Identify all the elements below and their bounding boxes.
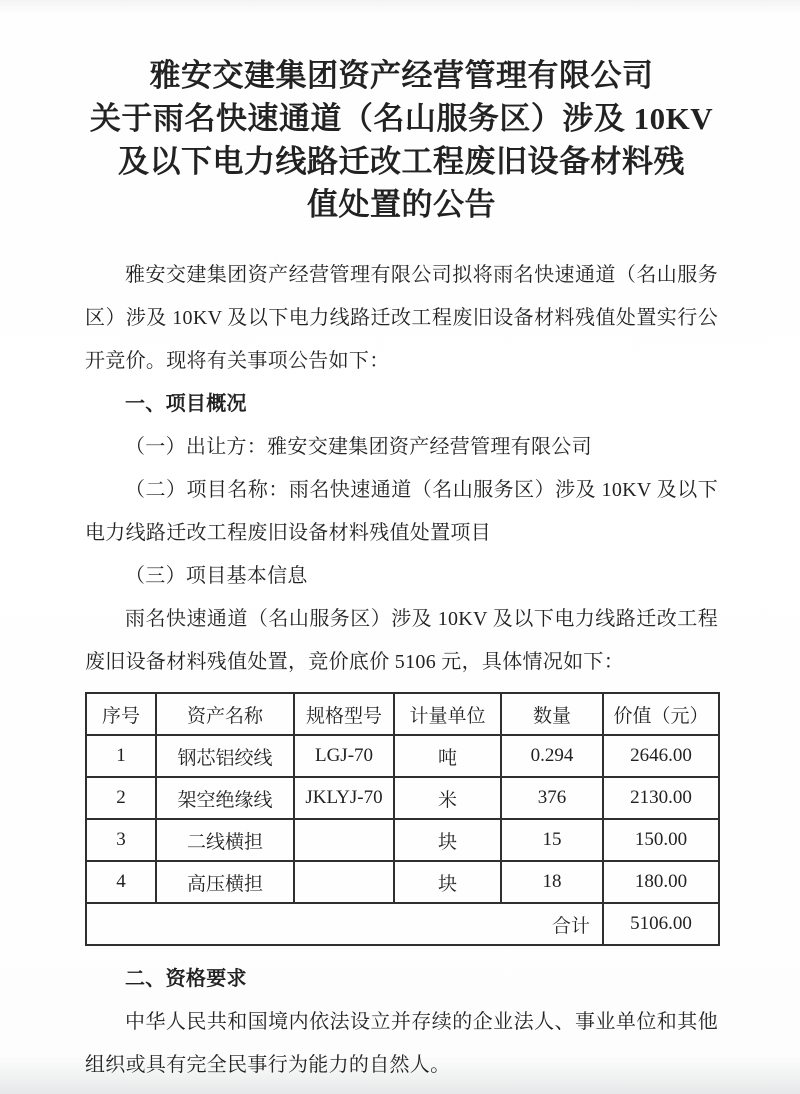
table-cell: 150.00 [603, 819, 719, 861]
overview-item-transferor: （一）出让方：雅安交建集团资产经营管理有限公司 [125, 436, 592, 458]
overview-item-basic-info: （三）项目基本信息 [125, 565, 308, 587]
table-total-label: 合计 [86, 903, 603, 945]
table-header-cell: 序号 [86, 693, 156, 735]
table-cell: LGJ-70 [294, 735, 394, 777]
table-row [86, 819, 719, 861]
table-cell: 钢芯铝绞线 [156, 735, 294, 777]
table-cell: 2130.00 [603, 777, 719, 819]
table-header-cell: 数量 [501, 693, 603, 735]
table-cell: 米 [394, 777, 501, 819]
qualification-paragraph: 中华人民共和国境内依法设立并存续的企业法人、事业单位和其他组织或具有完全民事行为能力的自然人。 [85, 1011, 718, 1076]
table-cell: 高压横担 [156, 861, 294, 903]
title-line-4: 值处置的公告 [307, 187, 496, 222]
section-qualification-heading: 二、资格要求 [125, 968, 247, 990]
table-cell: 1 [86, 735, 156, 777]
table-header-cell: 资产名称 [156, 693, 294, 735]
table-header-cell: 规格型号 [294, 693, 394, 735]
table-row [86, 861, 719, 903]
table-cell: 块 [394, 819, 501, 861]
table-cell: 二线横担 [156, 819, 294, 861]
table-cell: 块 [394, 861, 501, 903]
table-cell: 2 [86, 777, 156, 819]
table-cell: 架空绝缘线 [156, 777, 294, 819]
title-line-1: 雅安交建集团资产经营管理有限公司 [149, 58, 654, 93]
table-cell: 15 [501, 819, 603, 861]
table-cell: 18 [501, 861, 603, 903]
table-cell: 0.294 [501, 735, 603, 777]
table-cell [294, 819, 394, 861]
table-header-row [86, 693, 719, 735]
table-cell: 376 [501, 777, 603, 819]
table-cell: 吨 [394, 735, 501, 777]
table-total-row [86, 903, 719, 945]
table-cell: JKLYJ-70 [294, 777, 394, 819]
table-cell: 180.00 [603, 861, 719, 903]
asset-table [85, 692, 720, 946]
table-cell [294, 861, 394, 903]
table-row [86, 777, 719, 819]
table-header-cell: 价值（元） [603, 693, 719, 735]
table-header-cell: 计量单位 [394, 693, 501, 735]
title-line-2: 关于雨名快速通道（名山服务区）涉及 10KV [89, 101, 714, 136]
table-cell: 3 [86, 819, 156, 861]
overview-detail-paragraph: 雨名快速通道（名山服务区）涉及 10KV 及以下电力线路迁改工程废旧设备材料残值处置，竞价底价 5106 元，具体情况如下： [85, 608, 718, 673]
table-total-value: 5106.00 [603, 903, 719, 945]
overview-item-project-name: （二）项目名称：雨名快速通道（名山服务区）涉及 10KV 及以下电力线路迁改工程废旧设备材料残值处置项目 [85, 479, 718, 544]
section-overview-heading: 一、项目概况 [125, 393, 247, 415]
document-title [85, 54, 718, 226]
table-row [86, 735, 719, 777]
title-line-3: 及以下电力线路迁改工程废旧设备材料残 [118, 144, 685, 179]
table-cell: 2646.00 [603, 735, 719, 777]
intro-paragraph: 雅安交建集团资产经营管理有限公司拟将雨名快速通道（名山服务区）涉及 10KV 及以下电力线路迁改工程废旧设备材料残值处置实行公开竞价。现将有关事项公告如下： [85, 264, 718, 372]
table-cell: 4 [86, 861, 156, 903]
